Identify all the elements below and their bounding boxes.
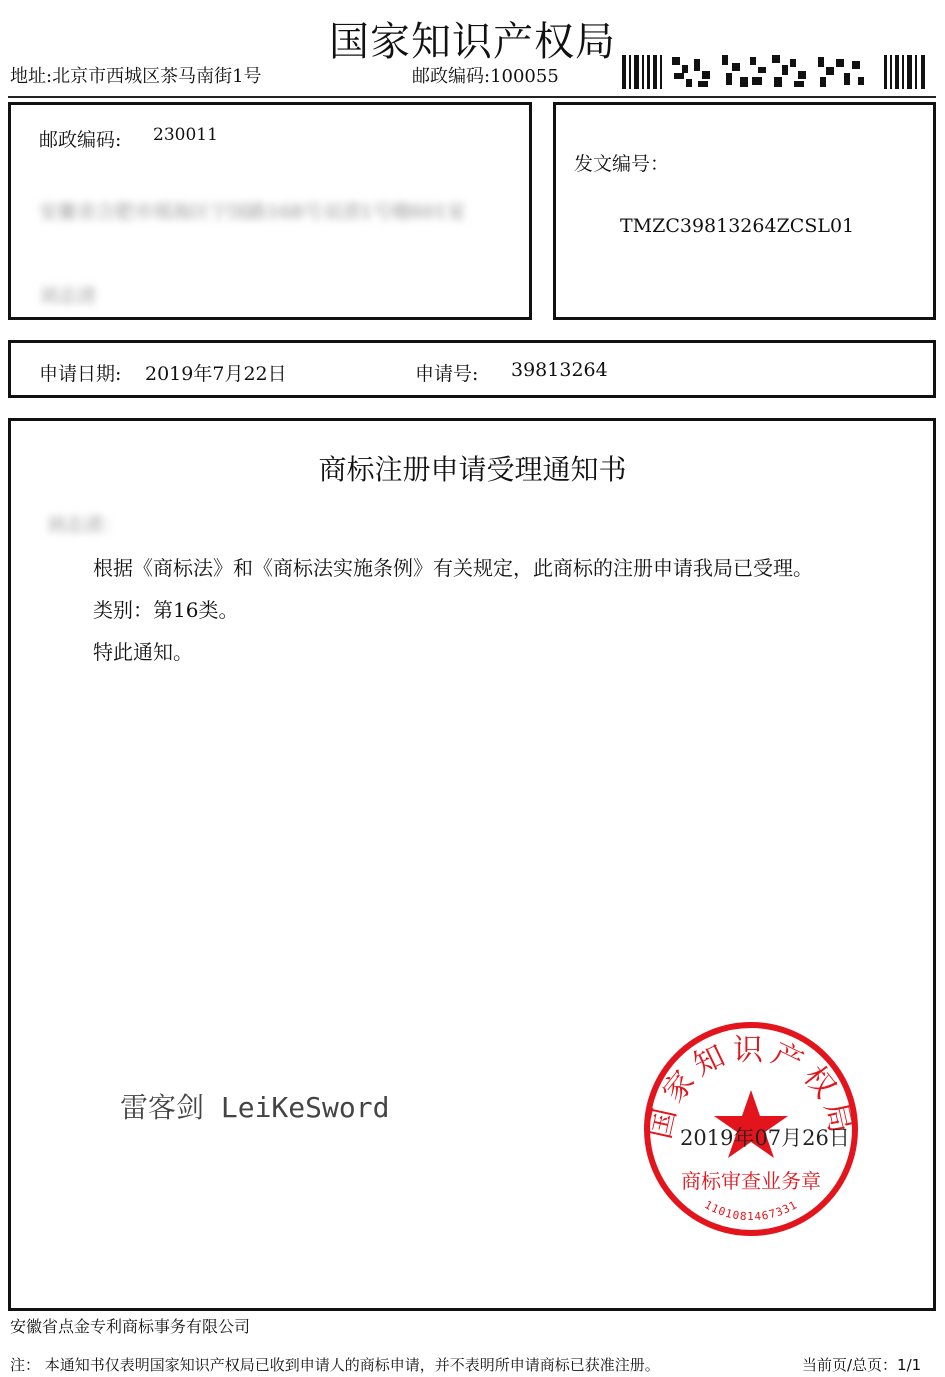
application-date-label: 申请日期: — [39, 363, 122, 385]
header-address: 地址:北京市西城区茶马南街1号 — [10, 66, 262, 87]
agency-title: 国家知识产权局 — [329, 19, 616, 65]
notice-line-3: 特此通知。 — [93, 640, 193, 664]
watermark-signature: 雷客剑 LeiKeSword — [120, 1091, 390, 1124]
application-number-label: 申请号: — [415, 363, 479, 385]
seal-number: 1101081467331 — [702, 1198, 800, 1224]
seal-arc-text: 国家知识产权局 — [642, 1033, 860, 1143]
header-rule — [8, 96, 936, 98]
recipient-address: 安徽省合肥市瑶海区宁国路168号双清1号楼601室 — [39, 201, 466, 223]
barcode-image — [622, 55, 928, 89]
recipient-name: 刘志清 — [39, 285, 97, 307]
doc-number-value: TMZC39813264ZCSL01 — [620, 215, 855, 237]
application-info-box — [8, 340, 936, 398]
svg-text:1101081467331 — [702, 1198, 799, 1223]
notice-addressee: 刘志清： — [46, 514, 123, 536]
seal-date: 2019年07月26日 — [680, 1126, 850, 1150]
notice-line-2: 类别：第16类。 — [93, 598, 239, 622]
footer-agency: 安徽省点金专利商标事务有限公司 — [10, 1317, 251, 1336]
recipient-postcode-value: 230011 — [153, 125, 218, 145]
seal-bottom-text: 商标审查业务章 — [681, 1169, 821, 1193]
recipient-box — [8, 102, 532, 320]
notice-line-1: 根据《商标法》和《商标法实施条例》有关规定，此商标的注册申请我局已受理。 — [93, 556, 813, 580]
application-number-value: 39813264 — [511, 359, 608, 381]
recipient-postcode-label: 邮政编码: — [39, 129, 122, 151]
doc-number-label: 发文编号： — [574, 153, 670, 175]
header-postcode: 邮政编码:100055 — [412, 66, 559, 87]
footer-page: 当前页/总页：1/1 — [802, 1356, 922, 1374]
application-date-value: 2019年7月22日 — [145, 363, 287, 385]
notice-title: 商标注册申请受理通知书 — [318, 453, 627, 486]
doc-number-box — [553, 102, 936, 320]
footer-note: 注： 本通知书仅表明国家知识产权局已收到申请人的商标申请，并不表明所申请商标已获准注册。 — [10, 1356, 660, 1374]
